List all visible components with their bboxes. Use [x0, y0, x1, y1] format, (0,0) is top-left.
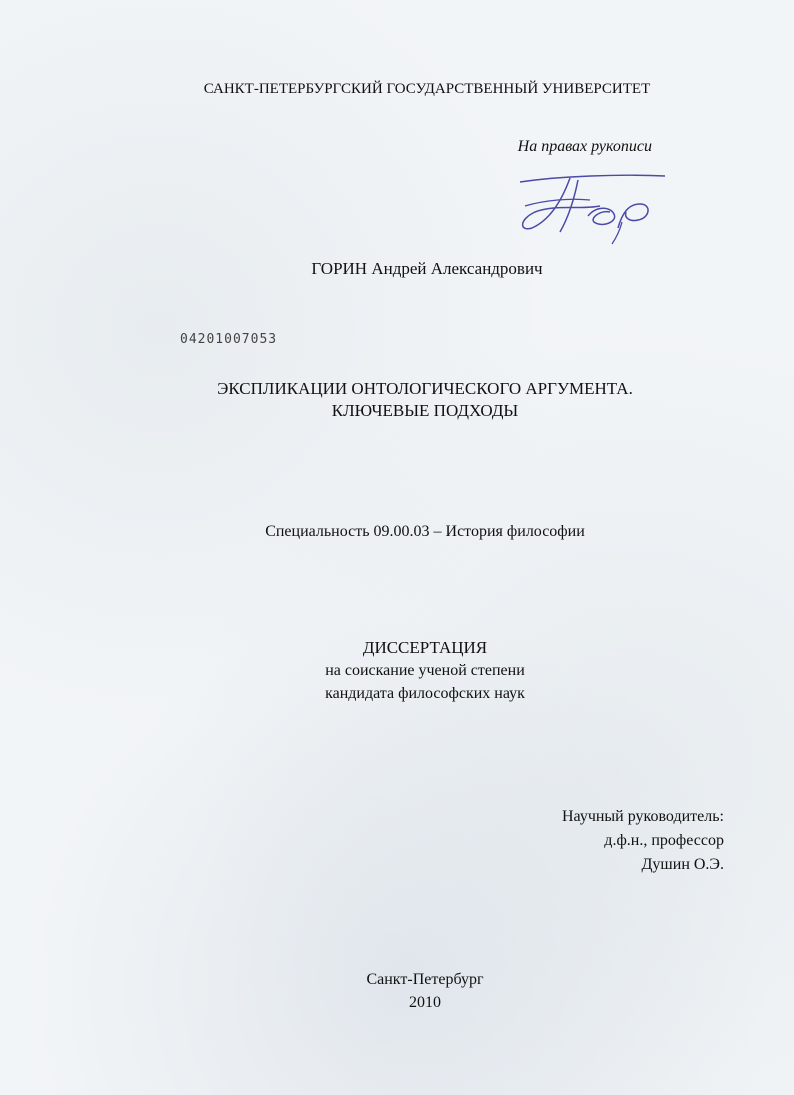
specialty: Специальность 09.00.03 – История философии — [265, 523, 585, 540]
degree-line-2: кандидата философских наук — [325, 685, 525, 702]
year: 2010 — [409, 994, 441, 1011]
manuscript-note: На правах рукописи — [517, 138, 652, 155]
signature-image — [510, 170, 670, 250]
city: Санкт-Петербург — [366, 971, 484, 988]
supervisor-name: Душин О.Э. — [641, 856, 724, 873]
degree-line-1: на соискание ученой степени — [325, 662, 525, 679]
author-name: ГОРИН Андрей Александрович — [311, 259, 543, 278]
dissertation-title-line-1: ЭКСПЛИКАЦИИ ОНТОЛОГИЧЕСКОГО АРГУМЕНТА. — [217, 379, 633, 398]
supervisor-label: Научный руководитель: — [561, 808, 724, 825]
dissertation-title-line-2: КЛЮЧЕВЫЕ ПОДХОДЫ — [331, 401, 519, 420]
catalog-code: 04201007053 — [180, 332, 278, 347]
university-name: САНКТ-ПЕТЕРБУРГСКИЙ ГОСУДАРСТВЕННЫЙ УНИВЕРСИТЕТ — [203, 81, 651, 97]
supervisor-block — [562, 805, 724, 877]
supervisor-degree: д.ф.н., профессор — [604, 832, 724, 849]
dissertation-heading: ДИССЕРТАЦИЯ — [362, 638, 488, 657]
